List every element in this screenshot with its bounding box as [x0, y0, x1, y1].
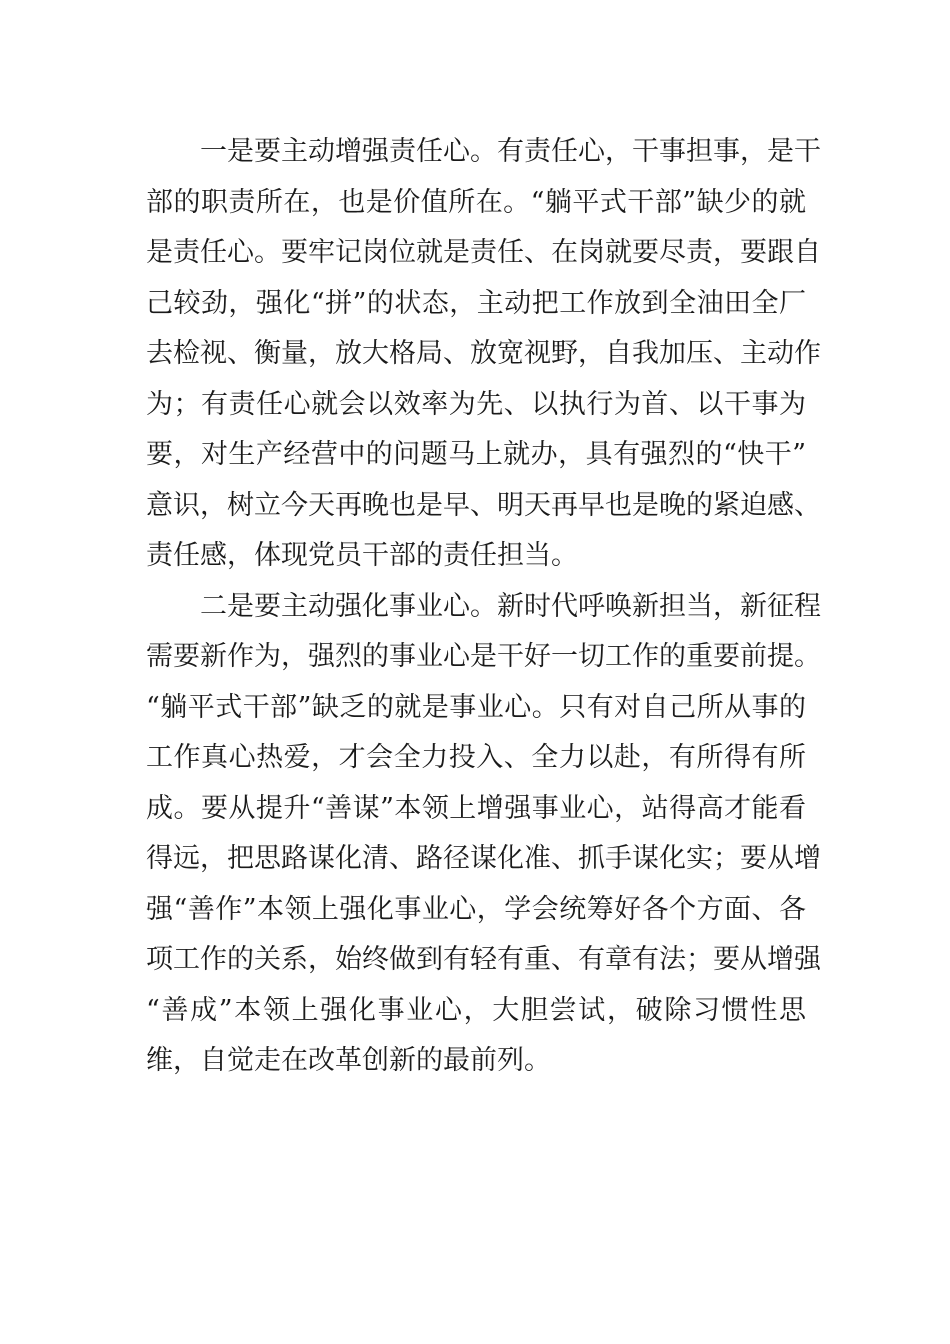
text-line: 项工作的关系，始终做到有轻有重、有章有法；要从增强 — [146, 944, 821, 975]
text-line-last: 责任感，体现党员干部的责任担当。 — [146, 540, 578, 571]
text-line: 部的职责所在，也是价值所在。“躺平式干部”缺少的就 — [146, 186, 806, 218]
text-line: “善成”本领上强化事业心，大胆尝试，破除习惯性思 — [146, 994, 806, 1026]
text-line: 得远，把思路谋化清、路径谋化准、抓手谋化实；要从增 — [146, 843, 821, 874]
text-line: 成。要从提升“善谋”本领上增强事业心，站得高才能看 — [146, 792, 806, 824]
text-line: 需要新作为，强烈的事业心是干好一切工作的重要前提。 — [146, 641, 821, 672]
text-line: 去检视、衡量，放大格局、放宽视野，自我加压、主动作 — [146, 338, 821, 369]
document-body — [146, 127, 821, 1087]
paragraph-responsibility — [146, 127, 821, 582]
text-line: 二是要主动强化事业心。新时代呼唤新担当，新征程 — [200, 590, 821, 622]
text-line: 工作真心热爱，才会全力投入、全力以赴，有所得有所 — [146, 742, 806, 773]
text-line: 一是要主动增强责任心。有责任心，干事担事，是干 — [200, 136, 821, 167]
text-line: 为；有责任心就会以效率为先、以执行为首、以干事为 — [146, 388, 806, 420]
text-line-last: 维，自觉走在改革创新的最前列。 — [146, 1045, 551, 1076]
paragraph-career — [146, 582, 821, 1087]
text-line: 意识，树立今天再晚也是早、明天再早也是晚的紧迫感、 — [146, 489, 821, 521]
text-line: 要，对生产经营中的问题马上就办，具有强烈的“快干” — [146, 439, 806, 470]
text-line: “躺平式干部”缺乏的就是事业心。只有对自己所从事的 — [146, 691, 806, 723]
text-line: 强“善作”本领上强化事业心，学会统筹好各个方面、各 — [146, 893, 806, 925]
text-line: 是责任心。要牢记岗位就是责任、在岗就要尽责，要跟自 — [146, 237, 821, 268]
text-line: 己较劲，强化“拼”的状态，主动把工作放到全油田全厂 — [146, 287, 806, 319]
